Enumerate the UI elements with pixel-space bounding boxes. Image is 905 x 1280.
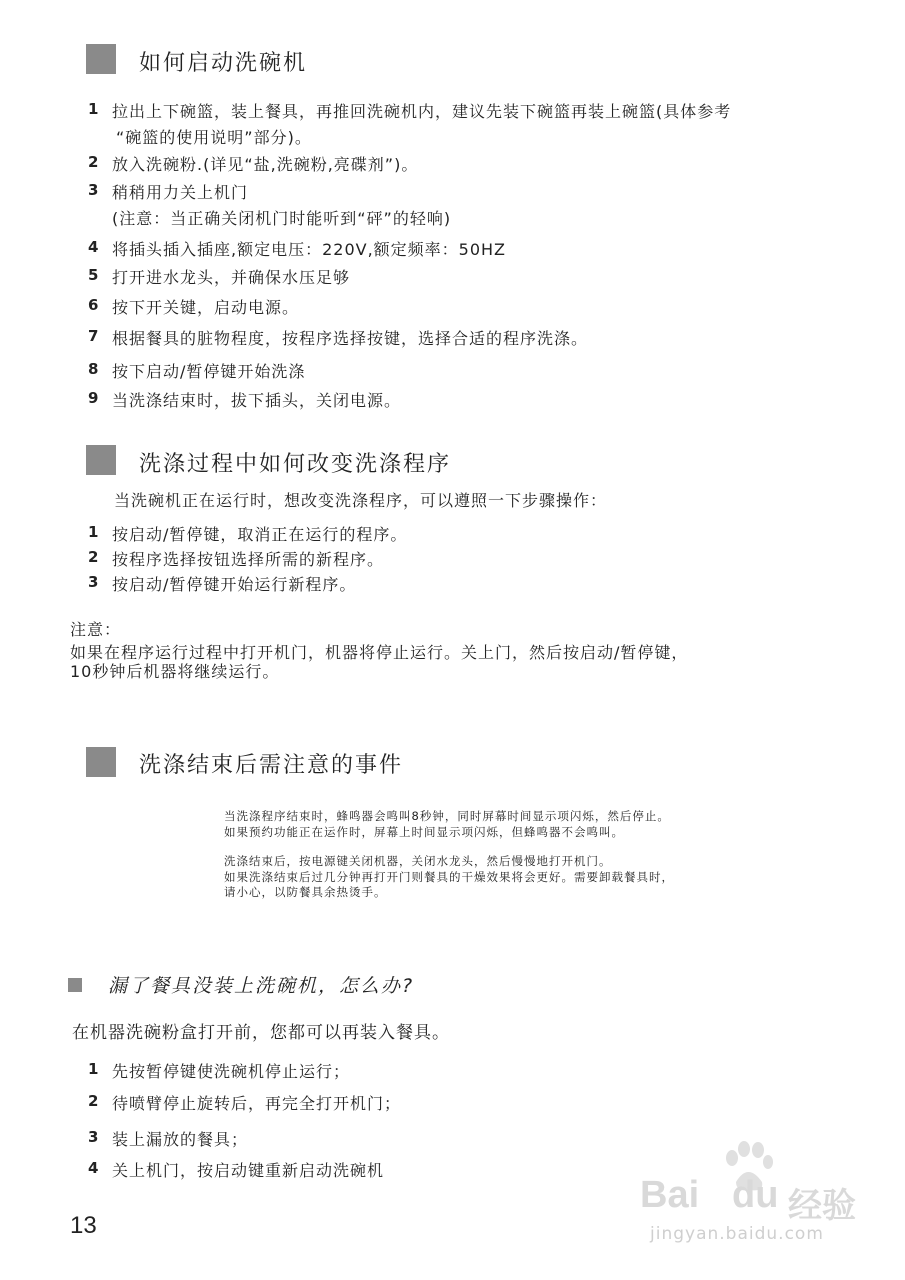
step-text: 放入洗碗粉.(详见“盐,洗碗粉,亮碟剂”)。 [112,155,419,174]
section-marker [86,44,116,74]
note-text: 10秒钟后机器将继续运行。 [70,662,280,681]
section-intro: 当洗碗机正在运行时，想改变洗涤程序，可以遵照一下步骤操作： [114,491,608,510]
step-text: 先按暂停键使洗碗机停止运行； [112,1062,351,1081]
step-number: 1 [88,100,99,118]
step-number: 4 [88,238,99,256]
step-text: 将插头插入插座,额定电压：220V,额定频率：50HZ [112,240,507,259]
info-line: 如果预约功能正在运作时，屏幕上时间显示项闪烁，但蜂鸣器不会鸣叫。 [224,825,624,839]
step-number: 3 [88,573,99,591]
step-text: 根据餐具的脏物程度，按程序选择按键，选择合适的程序洗涤。 [112,329,589,348]
step-text: 按下开关键，启动电源。 [112,298,300,317]
watermark-brand: du [732,1174,779,1216]
step-number: 1 [88,523,99,541]
step-number: 9 [88,389,99,407]
step-text: 装上漏放的餐具； [112,1130,249,1149]
step-text: 按程序选择按钮选择所需的新程序。 [112,550,385,569]
step-number: 2 [88,153,99,171]
step-text-cont: “碗篮的使用说明”部分)。 [116,128,312,147]
note-text: 如果在程序运行过程中打开机门，机器将停止运行。关上门，然后按启动/暂停键， [70,643,689,662]
section-marker [68,978,82,992]
step-number: 1 [88,1060,99,1078]
section-title: 洗涤过程中如何改变洗涤程序 [139,452,452,477]
step-text: 拉出上下碗篮，装上餐具，再推回洗碗机内，建议先装下碗篮再装上碗篮(具体参考 [112,102,732,121]
watermark-brand-cn: 经验 [788,1186,856,1226]
step-number: 2 [88,548,99,566]
step-text: 稍稍用力关上机门 [112,183,249,202]
note-label: 注意： [70,620,122,639]
step-number: 3 [88,1128,99,1146]
info-line: 请小心，以防餐具余热烫手。 [224,885,387,899]
step-text: 按启动/暂停键开始运行新程序。 [112,575,357,594]
page-number: 13 [70,1212,97,1239]
watermark-url: jingyan.baidu.com [650,1224,824,1244]
section-title: 洗涤结束后需注意的事件 [139,753,404,778]
section-title: 漏了餐具没装上洗碗机，怎么办? [108,975,415,997]
watermark [640,1140,880,1250]
step-number: 6 [88,296,99,314]
info-line: 当洗涤程序结束时，蜂鸣器会鸣叫8秒钟，同时屏幕时间显示项闪烁，然后停止。 [224,809,670,823]
info-line: 如果洗涤结束后过几分钟再打开门则餐具的干燥效果将会更好。需要卸载餐具时， [224,870,674,884]
section-title: 如何启动洗碗机 [139,51,308,76]
info-line: 洗涤结束后，按电源键关闭机器，关闭水龙头，然后慢慢地打开机门。 [224,854,612,868]
step-text: 当洗涤结束时，拔下插头，关闭电源。 [112,391,402,410]
step-text: 按启动/暂停键，取消正在运行的程序。 [112,525,408,544]
step-text: 待喷臂停止旋转后，再完全打开机门； [112,1094,402,1113]
section-marker [86,747,116,777]
step-number: 3 [88,181,99,199]
step-text: 打开进水龙头，并确保水压足够 [112,268,351,287]
step-number: 8 [88,360,99,378]
step-text: 按下启动/暂停键开始洗涤 [112,362,306,381]
section-marker [86,445,116,475]
step-number: 7 [88,327,99,345]
step-text: 关上机门，按启动键重新启动洗碗机 [112,1161,385,1180]
step-number: 5 [88,266,99,284]
section-intro: 在机器洗碗粉盒打开前，您都可以再装入餐具。 [72,1023,450,1043]
watermark-brand: Bai [640,1174,700,1216]
step-number: 4 [88,1159,99,1177]
step-text-cont: (注意：当正确关闭机门时能听到“砰”的轻响) [112,209,452,228]
step-number: 2 [88,1092,99,1110]
